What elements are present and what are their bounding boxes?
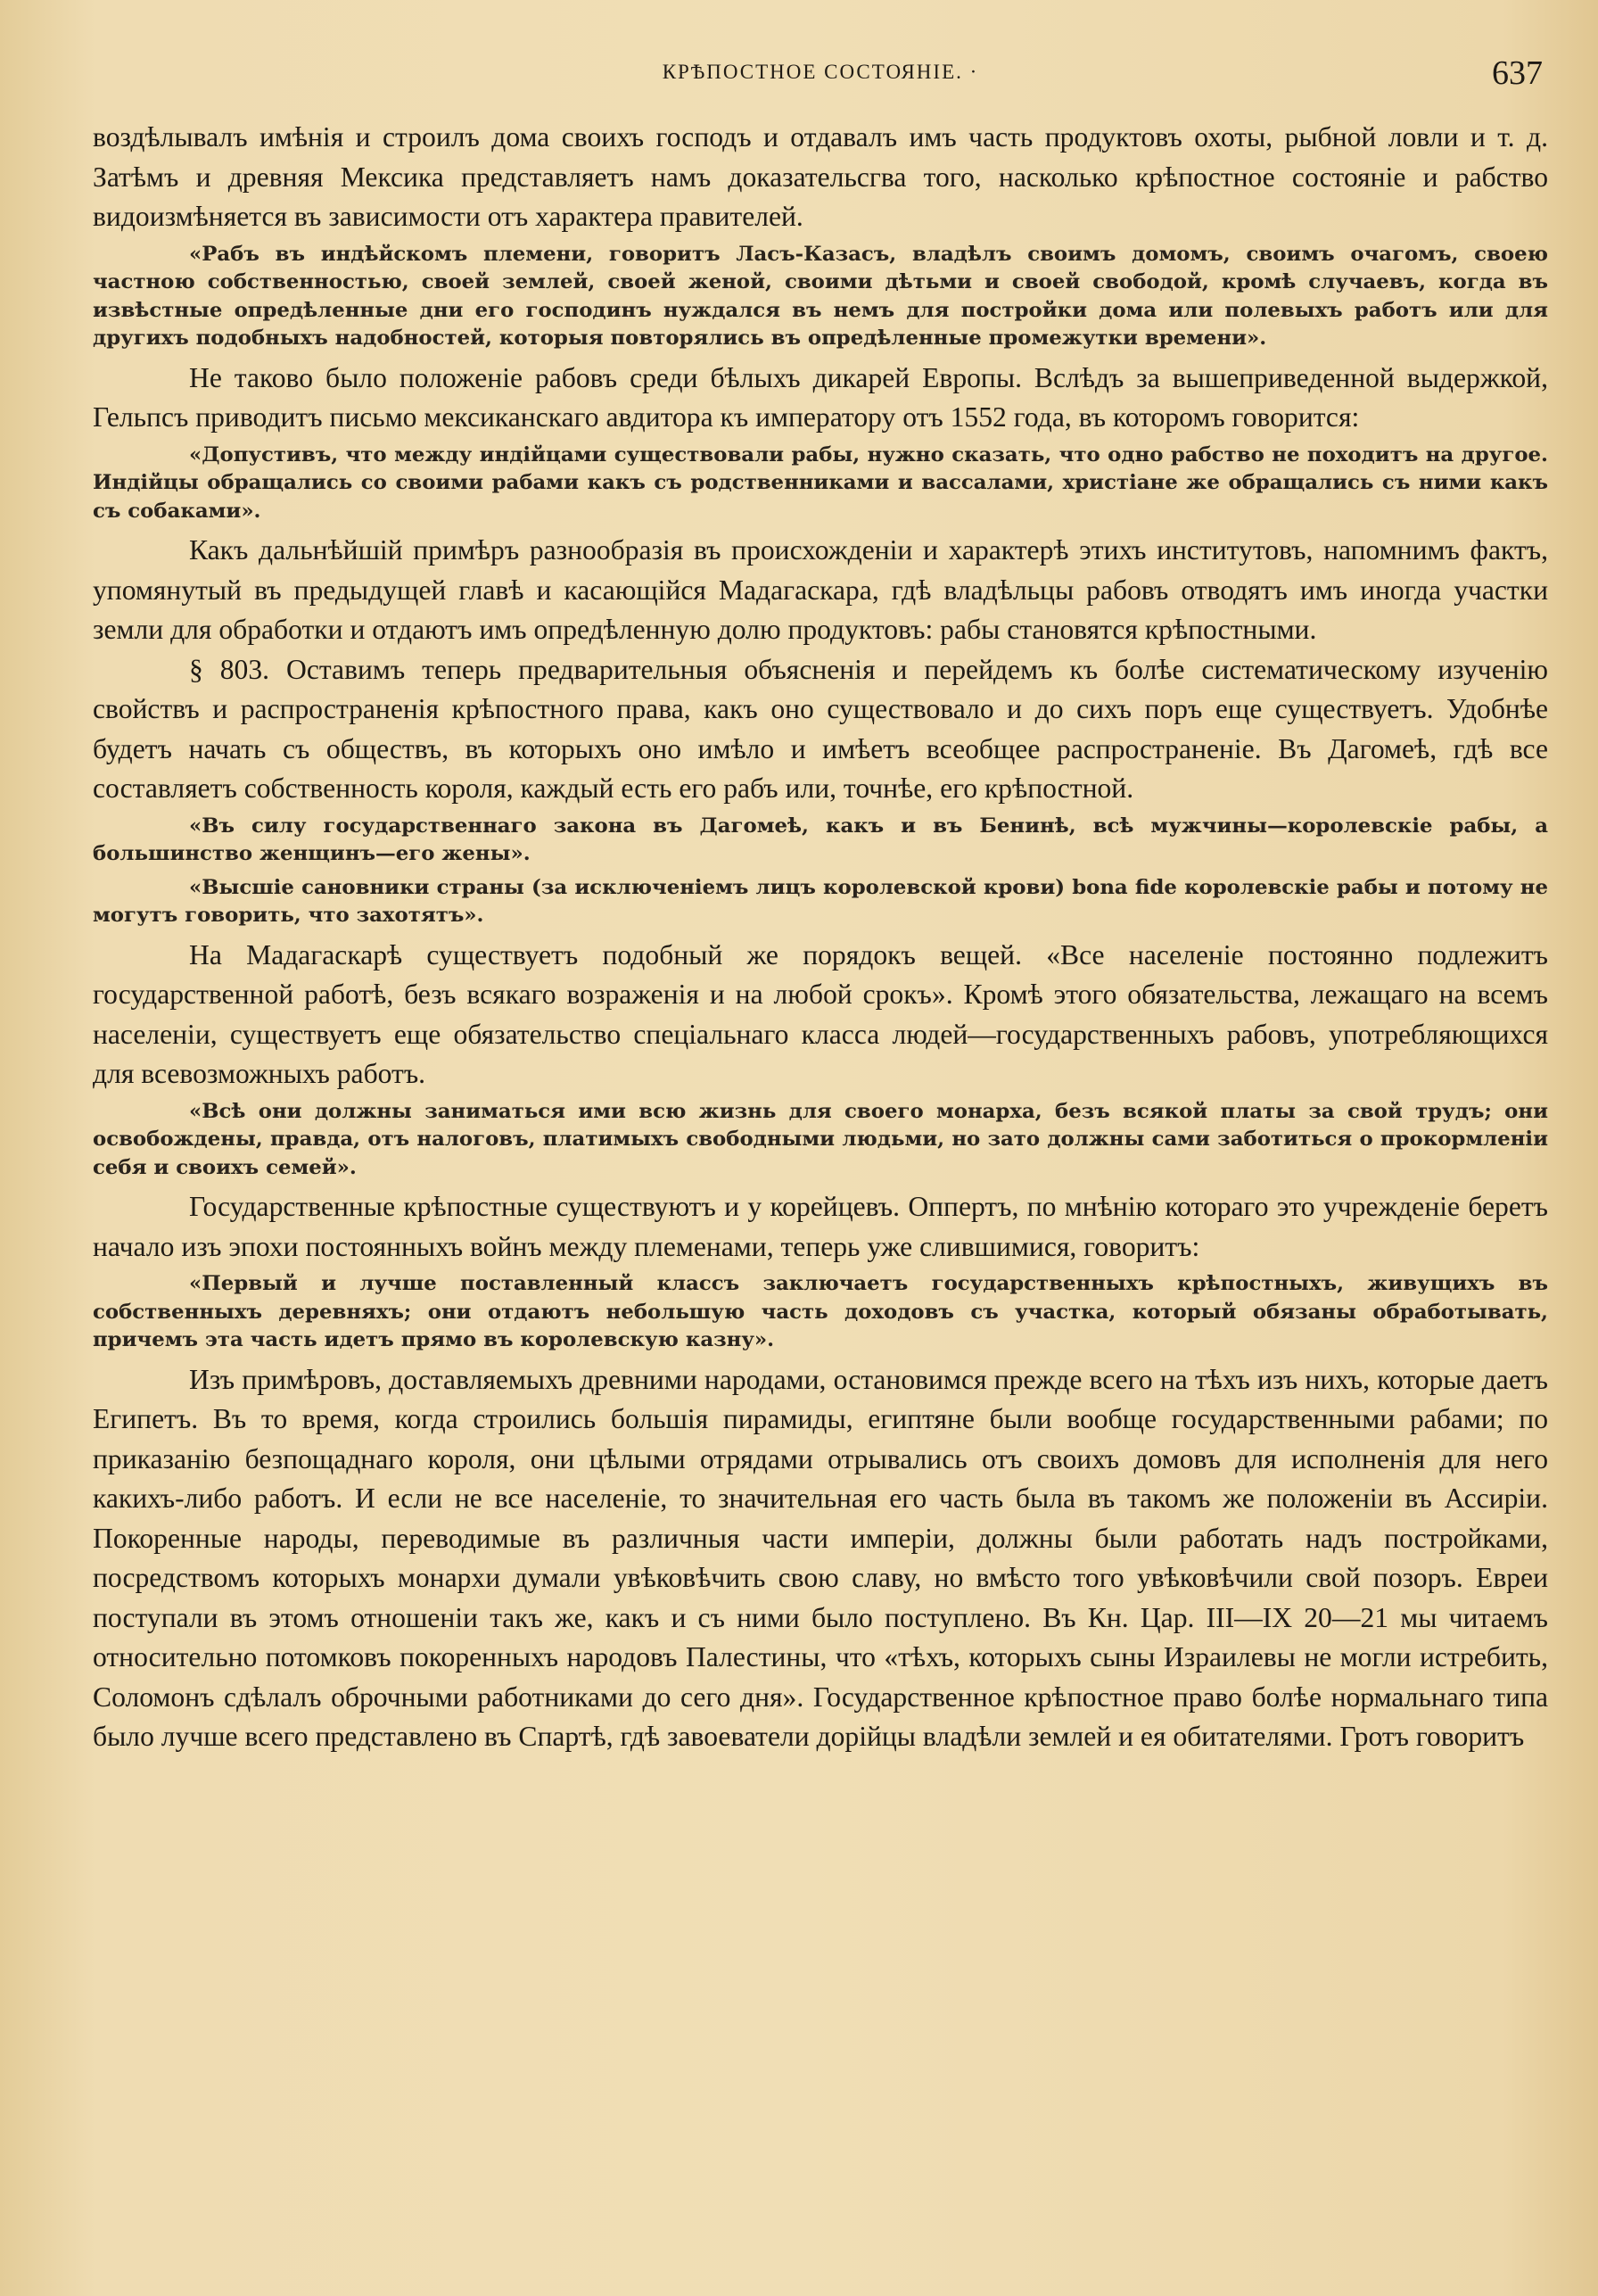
quote-dahomey-dignitaries: «Высшіе сановники страны (за исключеніемъ лицъ королевской крови) bona fide королевскіе рабы и потому не могутъ говорить, что захотятъ». (93, 875, 1548, 927)
running-header (93, 54, 1548, 105)
paragraph-continuation: воздѣлывалъ имѣнія и строилъ дома своихъ господъ и отдавалъ имъ часть продуктовъ охоты, рыбной ловли и т. д. Затѣмъ и древняя Мексика представляетъ намъ доказательсгва того, насколько крѣпостное состояніе и рабство видоизмѣняется въ зависимости отъ характера правителей. (93, 121, 1548, 232)
paragraph-section-803: § 803. Оставимъ теперь предварительныя объясненія и перейдемъ къ болѣе систематическому изученію свойствъ и распространенія крѣпостного права, какъ оно существовало и до сихъ поръ еще существуетъ. Удобнѣе будетъ начать съ обществъ, въ которыхъ оно имѣло и имѣетъ всеобщее распространеніе. Въ Дагомеѣ, гдѣ все составляетъ собственность короля, каждый есть его рабъ или, точнѣе, его крѣпостной. (93, 653, 1548, 804)
paragraph: На Мадагаскарѣ существуетъ подобный же порядокъ вещей. «Все населеніе постоянно подлежитъ государственной работѣ, безъ всякаго возраженія и на любой срокъ». Кромѣ этого обязательства, лежащаго на всемъ населеніи, существуетъ еще обязательство спеціальнаго класса людей—государственныхъ рабовъ, употребляющихся для всевозможныхъ работъ. (93, 938, 1548, 1089)
running-title: КРѢПОСТНОЕ СОСТОЯНІЕ. · (662, 61, 979, 83)
quote-auditor-letter: «Допустивъ, что между индійцами существовали рабы, нужно сказать, что одно рабство не походитъ на другое. Индійцы обращались со своими рабами какъ съ родственниками и вассалами, христіане же обращались съ ними какъ съ собаками». (93, 442, 1548, 523)
paragraph: Государственные крѣпостные существуютъ и у корейцевъ. Оппертъ, по мнѣнію котораго это учрежденіе беретъ начало изъ эпохи постоянныхъ войнъ между племенами, теперь уже слившимися, говоритъ: (93, 1191, 1548, 1262)
page-number: 637 (1492, 54, 1543, 92)
quote-korea: «Первый и лучше поставленный классъ заключаетъ государственныхъ крѣпостныхъ, живущихъ въ собственныхъ деревняхъ; они отдаютъ небольшую часть доходовъ съ участка, который обязаны обработывать, причемъ эта часть идетъ прямо въ королевскую казну». (93, 1272, 1548, 1351)
paragraph: Не таково было положеніе рабовъ среди бѣлыхъ дикарей Европы. Вслѣдъ за вышеприведенной выдержкой, Гельпсъ приводитъ письмо мексиканскаго авдитора къ императору отъ 1552 года, въ которомъ говорится: (93, 361, 1548, 433)
body-text (93, 118, 1548, 1757)
quote-las-casas: «Рабъ въ индѣйскомъ племени, говоритъ Ласъ-Казасъ, владѣлъ своимъ домомъ, своимъ очагомъ, своею частною собственностью, своей землей, своей женой, своими дѣтьми и своей свободой, кромѣ случаевъ, когда въ извѣстные опредѣленные дни его господинъ нуждался въ немъ для постройки дома или полевыхъ работъ или для другихъ подобныхъ надобностей, которыя повторялись въ опредѣленные промежутки времени». (93, 242, 1548, 350)
quote-dahomey-law: «Въ силу государственнаго закона въ Дагомеѣ, какъ и въ Бенинѣ, всѣ мужчины—королевскіе рабы, а большинство женщинъ—его жены». (93, 814, 1548, 865)
quote-madagascar: «Всѣ они должны заниматься ими всю жизнь для своего монарха, безъ всякой платы за свой трудъ; они освобождены, правда, отъ налоговъ, платимыхъ свободными людьми, но зато должны сами заботиться о прокормленіи себя и своихъ семей». (93, 1099, 1548, 1179)
paragraph: Изъ примѣровъ, доставляемыхъ древними народами, остановимся прежде всего на тѣхъ изъ нихъ, которые даетъ Египетъ. Въ то время, когда строились большія пирамиды, египтяне были вообще государственными рабами; по приказанію безпощаднаго короля, они цѣлыми отрядами отрывались отъ своихъ домовъ для исполненія для него какихъ-либо работъ. И если не все населеніе, то значительная его часть была въ такомъ же положеніи въ Ассиріи. Покоренные народы, переводимые въ различныя части имперіи, должны были работать надъ постройками, посредствомъ которыхъ монархи думали увѣковѣчить свою славу, но вмѣсто того увѣковѣчили свой позоръ. Евреи поступали въ этомъ отношеніи такъ же, какъ и съ ними было поступлено. Въ Кн. Цар. III—IX 20—21 мы читаемъ относительно потомковъ покоренныхъ народовъ Палестины, что «тѣхъ, которыхъ сыны Израилевы не могли истребить, Соломонъ сдѣлалъ оброчными работниками до сего дня». Государственное крѣпостное право болѣе нормальнаго типа было лучше всего представлено въ Спартѣ, гдѣ завоеватели дорійцы владѣли землей и ея обитателями. Гротъ говоритъ (93, 1363, 1548, 1752)
paragraph: Какъ дальнѣйшій примѣръ разнообразія въ происхожденіи и характерѣ этихъ институтовъ, напомнимъ фактъ, упомянутый въ предыдущей главѣ и касающійся Мадагаскара, гдѣ владѣльцы рабовъ отводятъ имъ иногда участки земли для обработки и отдаютъ имъ опредѣленную долю продуктовъ: рабы становятся крѣпостными. (93, 534, 1548, 645)
